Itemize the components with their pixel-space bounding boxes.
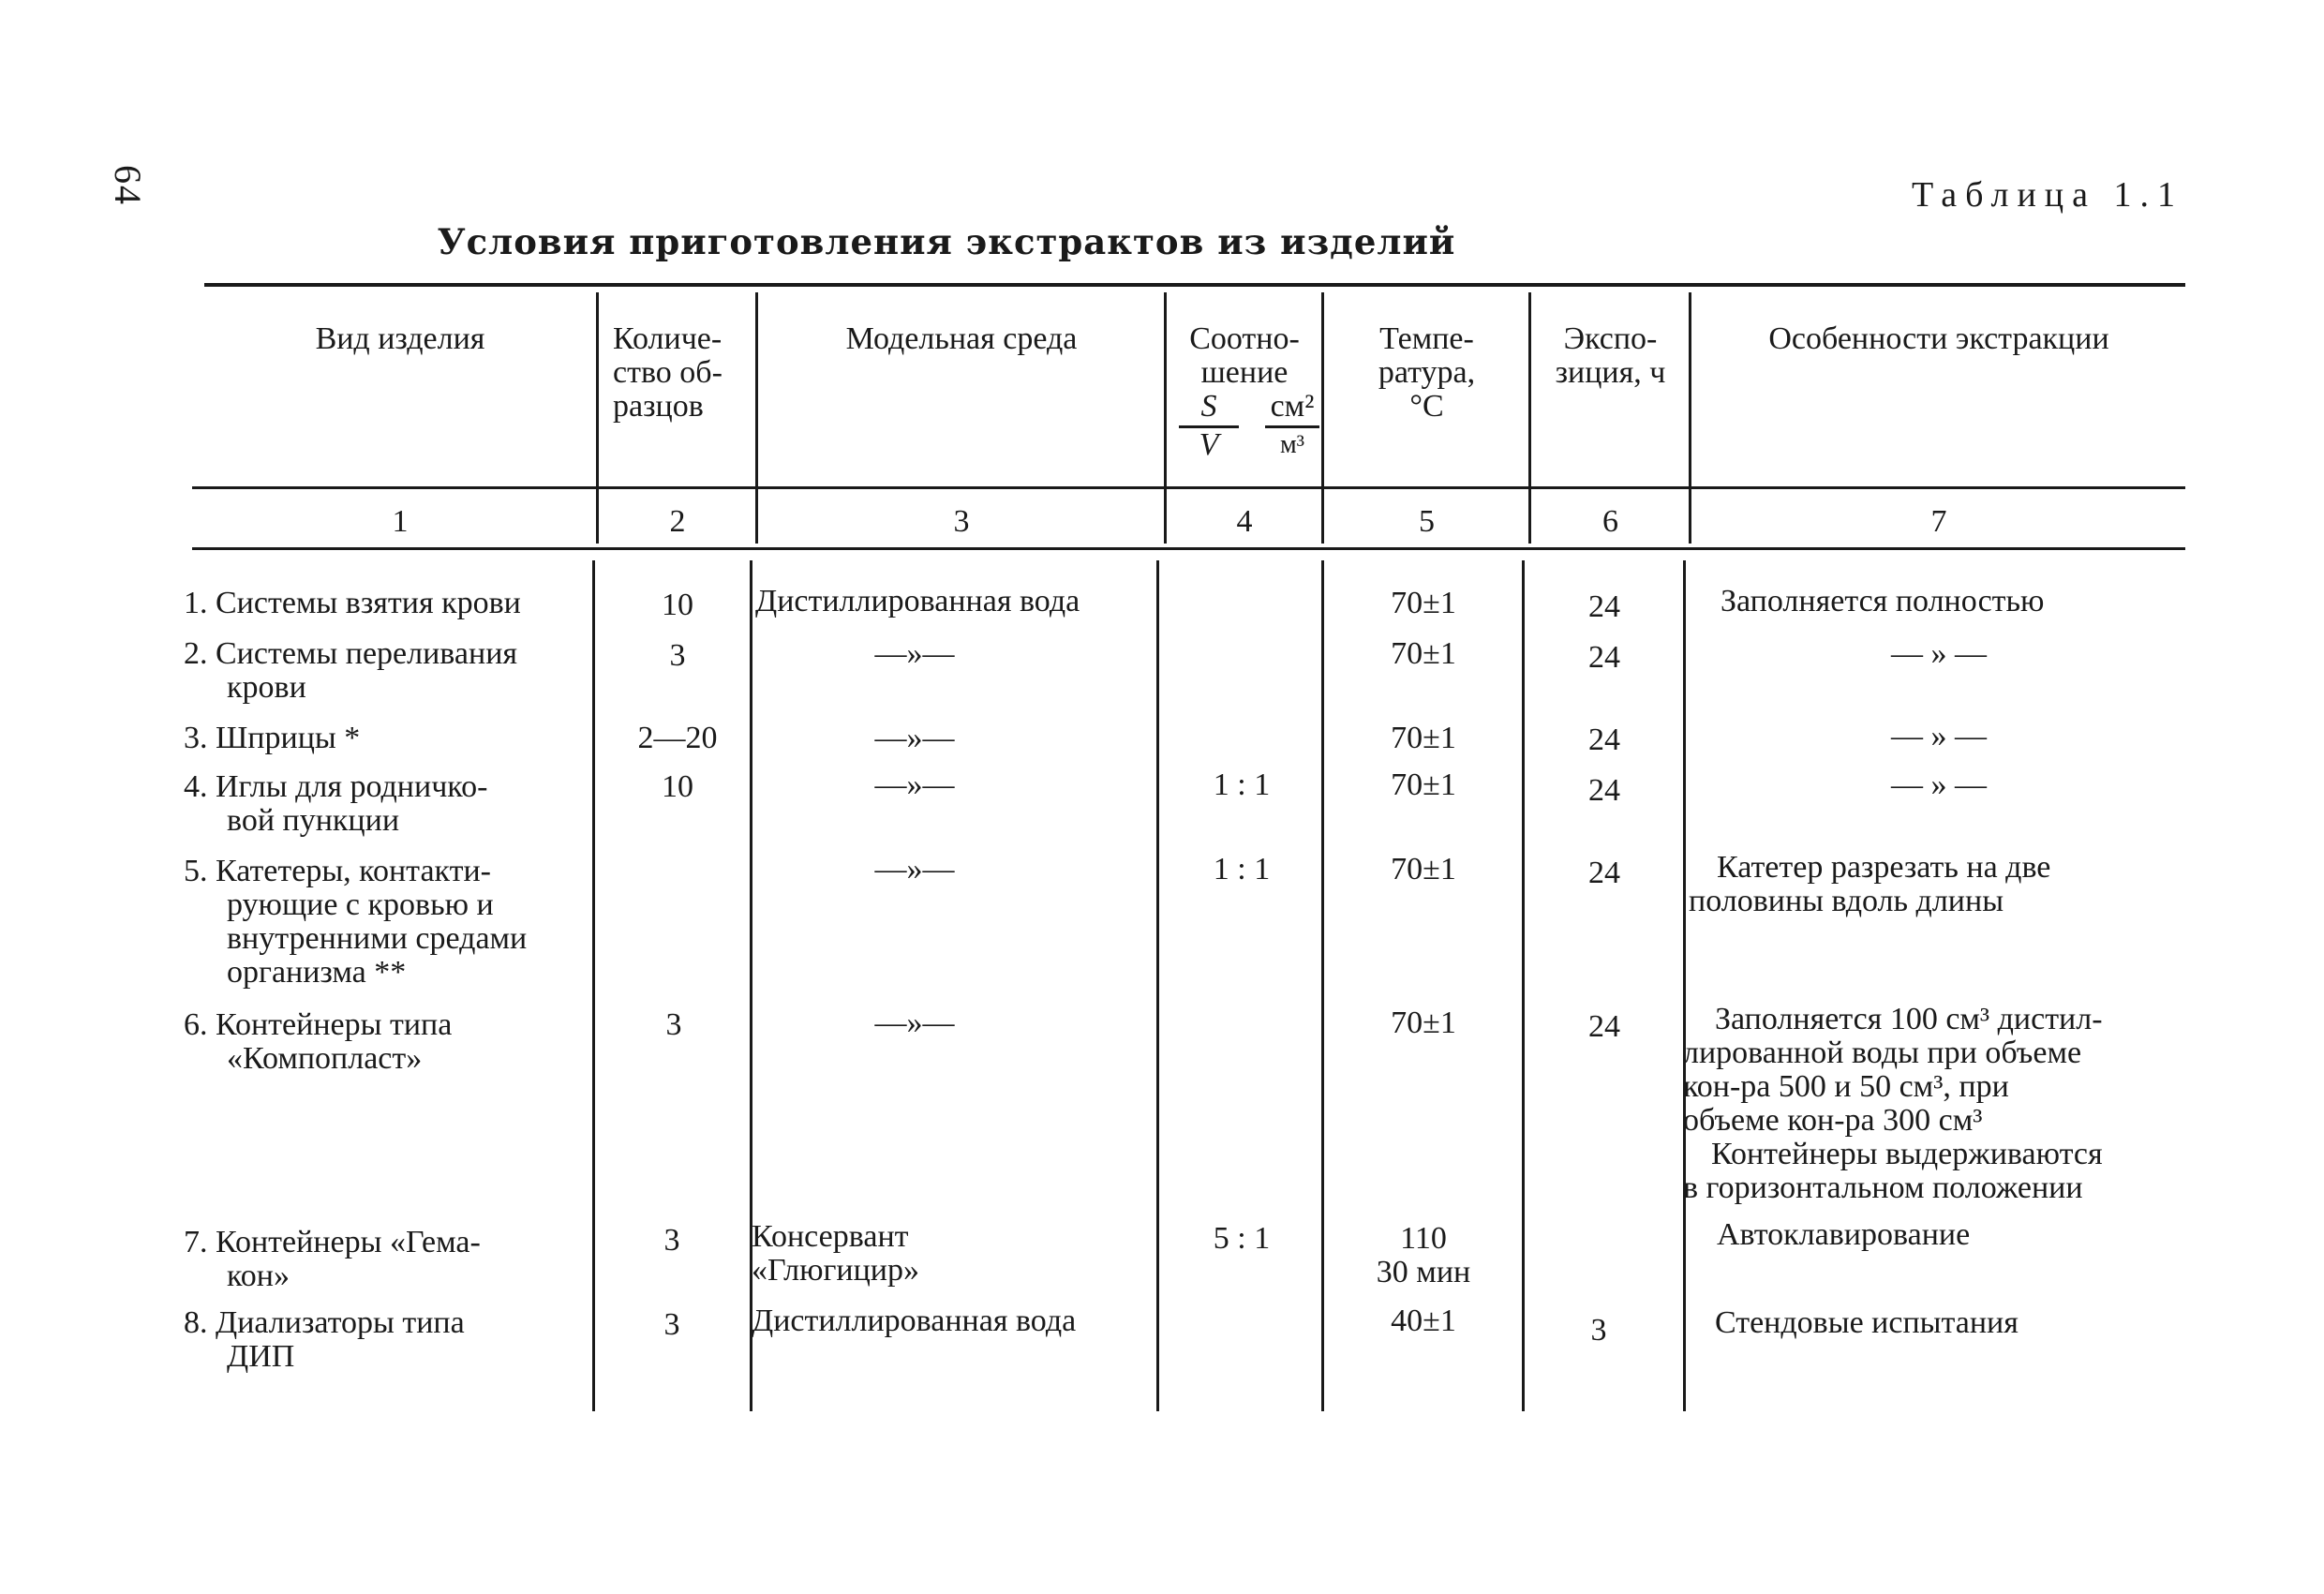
row-1-item: 1. Системы взятия крови [184,586,521,620]
row-1-notes: Заполняется полностью [1721,584,2045,618]
row-4-item: 4. Иглы для родничко- вой пункции [184,769,488,838]
header-divider-5 [1528,292,1531,544]
row-5-temp: 70±1 [1391,852,1456,886]
row-5-item: 5. Катетеры, контакти- рующие с кровью и внутренними средами организма ** [184,854,528,990]
row-6-count: 3 [665,1007,682,1042]
row-7-count: 3 [663,1223,680,1258]
row-7-medium: Консервант «Глюгицир» [752,1219,919,1288]
row-8-notes: Стендовые испытания [1715,1305,2019,1340]
row-2-temp: 70±1 [1391,636,1456,671]
row-6-temp: 70±1 [1391,1006,1456,1040]
row-7-item: 7. Контейнеры «Гема- кон» [184,1225,481,1293]
row-6-exposure: 24 [1588,1009,1620,1044]
row-8-count: 3 [663,1307,680,1342]
header-bottom-rule [192,486,2185,489]
column-number-5: 5 [1419,504,1435,539]
ratio-fraction-units: см² м³ [1265,390,1319,462]
row-3-temp: 70±1 [1391,721,1456,755]
row-4-medium: —»— [874,767,955,802]
row-3-medium: —»— [874,721,955,755]
row-3-notes: — » — [1891,719,1987,753]
header-col-4: Соотно- шение [1189,321,1300,390]
row-2-exposure: 24 [1588,640,1620,675]
table-top-rule [204,283,2185,287]
header-col-2: Количе- ство об- разцов [613,321,723,424]
row-3-count: 2—20 [637,721,718,755]
header-divider-1 [596,292,599,544]
row-4-ratio: 1 : 1 [1213,767,1271,802]
row-6-notes: Заполняется 100 см³ дистил- лированной воды при объеме кон-ра 500 и 50 см³, при объеме кон-ра 300 см³ Контейнеры выдерживаются в горизонтальном положении [1683,1002,2103,1205]
column-numbers-bottom-rule [192,547,2185,550]
row-8-medium: Дистиллированная вода [752,1304,1077,1338]
row-8-item: 8. Диализаторы типа ДИП [184,1305,465,1374]
column-number-4: 4 [1236,504,1253,539]
row-5-medium: —»— [874,852,955,886]
body-divider-1 [592,560,595,1411]
body-divider-4 [1321,560,1324,1411]
header-col-5: Темпе- ратура, °С [1378,321,1476,424]
row-7-temp: 110 30 мин [1376,1221,1471,1289]
row-7-ratio: 5 : 1 [1213,1221,1271,1256]
header-col-3: Модельная среда [845,321,1078,356]
page-number: 64 [107,165,149,206]
row-2-notes: — » — [1891,636,1987,671]
header-divider-4 [1321,292,1324,544]
row-8-temp: 40±1 [1391,1304,1456,1338]
header-divider-3 [1164,292,1167,544]
row-5-exposure: 24 [1588,856,1620,890]
column-number-6: 6 [1602,504,1618,539]
row-1-temp: 70±1 [1391,586,1456,620]
body-divider-6 [1683,560,1686,1411]
row-3-item: 3. Шприцы * [184,721,361,755]
column-number-7: 7 [1930,504,1947,539]
row-5-ratio: 1 : 1 [1213,852,1271,886]
column-number-2: 2 [669,504,686,539]
row-8-exposure: 3 [1590,1313,1607,1348]
row-4-exposure: 24 [1588,773,1620,808]
ratio-fraction-sv: $\frac{S}{V}$ [1179,390,1239,462]
table-title: Условия приготовления экстрактов из изделий [437,221,1456,262]
row-6-medium: —»— [874,1006,955,1040]
header-divider-2 [755,292,758,544]
body-divider-3 [1156,560,1159,1411]
row-4-notes: — » — [1891,767,1987,802]
header-col-6: Экспо- зиция, ч [1555,321,1666,390]
row-2-medium: —»— [874,636,955,671]
row-4-temp: 70±1 [1391,767,1456,802]
row-1-exposure: 24 [1588,589,1620,624]
row-2-item: 2. Системы переливания крови [184,636,518,705]
row-1-medium: Дистиллированная вода [755,584,1080,618]
table-label: Таблица 1.1 [1911,175,2183,215]
row-2-count: 3 [669,638,686,673]
column-number-3: 3 [953,504,970,539]
header-col-7: Особенности экстракции [1768,321,2109,356]
row-1-count: 10 [662,588,693,622]
header-col-1: Вид изделия [315,321,485,356]
row-3-exposure: 24 [1588,723,1620,757]
column-number-1: 1 [392,504,409,539]
row-7-notes: Автоклавирование [1717,1217,1971,1252]
body-divider-5 [1522,560,1525,1411]
header-divider-6 [1689,292,1691,544]
row-5-notes: Катетер разрезать на две половины вдоль длины [1689,850,2051,918]
row-4-count: 10 [662,769,693,804]
row-6-item: 6. Контейнеры типа «Компопласт» [184,1007,453,1076]
